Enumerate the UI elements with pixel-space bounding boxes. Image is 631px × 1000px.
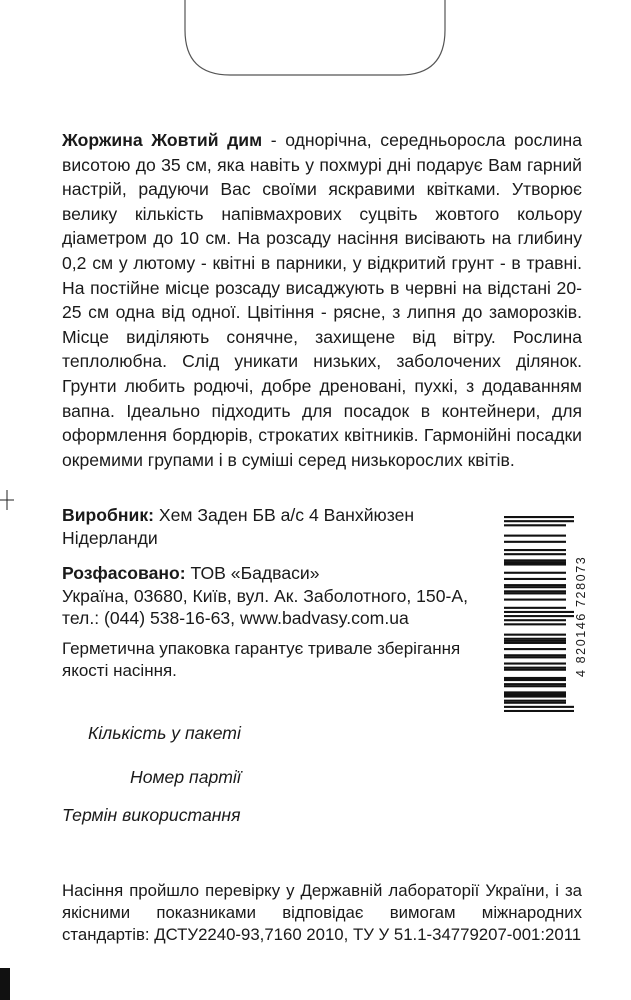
description-text: - однорічна, середньоросла рослина висотою до 35 см, яка навіть у похмурі дні подарує Вам гарний настрій, радуючи Вас своїми яскравими квітками. Утворює велику кількість напівмахрових суцвіть жовтого кольору діаметром до 10 см. На розсаду насіння висівають на глибину 0,2 см у лютому - квітні в парники, у відкритий грунт - в травні. На постійне місце розсаду висаджують в червні на відстані 20-25 см одна від одної. Цвітіння - рясне, з липня до заморозків. Місце виділяють сонячне, захищене від вітру. Рослина теплолюбна. Слід уникати низьких, заболочених ділянок. Грунти любить родючі, добре дреновані, пухкі, з додаванням вапна. Ідеально підходить для посадок в контейнери, для оформлення бордюрів, строкатих квітників. Гармонійні посадки окремими групами і в суміші серед низькорослих квітів.: [62, 130, 582, 470]
barcode-bar: [504, 706, 574, 708]
barcode-bar: [504, 524, 566, 526]
packer-company: ТОВ «Бадваси»: [185, 563, 320, 583]
barcode-bar: [504, 541, 566, 543]
barcode-bar: [504, 642, 566, 644]
barcode-digits: 4 820146 728073: [574, 555, 588, 677]
sealed-note: Герметична упаковка гарантує тривале зберігання якості насіння.: [62, 639, 461, 680]
barcode-bar: [504, 572, 566, 574]
barcode-bar: [504, 693, 566, 695]
batch-field: Номер партії: [130, 767, 241, 787]
barcode-bar: [504, 677, 566, 679]
barcode-bar: [504, 584, 566, 586]
barcode-bar: [504, 549, 566, 551]
packer-contacts: тел.: (044) 538-16-63, www.badvasy.com.ua: [62, 608, 409, 628]
barcode-bar: [504, 683, 566, 685]
barcode-bars: [504, 516, 584, 712]
packer-heading: [62, 562, 482, 585]
product-description: [62, 128, 582, 472]
barcode-bar: [504, 634, 566, 636]
barcode-bar: [504, 535, 566, 537]
producer-value: Хем Заден БВ а/с 4 Ванхйюзен Нідерланди: [62, 505, 415, 548]
barcode-bar: [504, 700, 566, 702]
barcode-bar: [504, 702, 566, 704]
producer-label: Виробник:: [62, 505, 154, 525]
barcode-bar: [504, 623, 566, 625]
barcode-bar: [504, 586, 566, 588]
barcode-bar: [504, 685, 566, 687]
packer-info: [62, 562, 482, 630]
barcode-bar: [504, 656, 566, 658]
barcode-bar: [504, 679, 566, 681]
barcode-bar: [504, 590, 566, 592]
barcode-bar: [504, 553, 566, 555]
barcode-bar: [504, 599, 566, 601]
barcode-bar: [504, 691, 566, 693]
barcode-bar: [504, 561, 566, 563]
barcode-bar: [504, 695, 566, 697]
barcode-bar: [504, 710, 574, 712]
packer-address: Україна, 03680, Київ, вул. Ак. Заболотного, 150-А,: [62, 585, 468, 606]
barcode-bar: [504, 592, 566, 594]
barcode-bar: [504, 611, 574, 613]
certification-note: Насіння пройшло перевірку у Державній лабораторії України, і за якісними показниками відповідає вимогам міжнародних стандартів: ДСТУ2240-93,7160 2010, ТУ У 51.1-34779207-001:2011: [62, 881, 582, 944]
barcode-bar: [504, 662, 566, 664]
product-name: Жоржина Жовтий дим: [62, 130, 263, 150]
quantity-field: Кількість у пакеті: [88, 723, 241, 743]
barcode-bar: [504, 578, 566, 580]
expiry-field: Термін використання: [62, 805, 241, 825]
crop-mark: [0, 490, 14, 510]
producer-info: [62, 504, 482, 549]
barcode-bar: [504, 669, 566, 671]
barcode-bar: [504, 638, 566, 640]
corner-mark: [0, 968, 10, 1000]
barcode-bar: [504, 648, 566, 650]
barcode-bar: [504, 559, 566, 561]
barcode-bar: [504, 516, 574, 518]
barcode-bar: [504, 563, 566, 565]
barcode-bar: [504, 607, 566, 609]
barcode-bar: [504, 640, 566, 642]
hang-slot-outline: [0, 0, 631, 90]
barcode-bar: [504, 654, 566, 656]
barcode-bar: [504, 619, 566, 621]
barcode-bar: [504, 667, 566, 669]
packer-label: Розфасовано:: [62, 563, 186, 583]
barcode-bar: [504, 520, 574, 522]
barcode-bar: [504, 615, 574, 617]
